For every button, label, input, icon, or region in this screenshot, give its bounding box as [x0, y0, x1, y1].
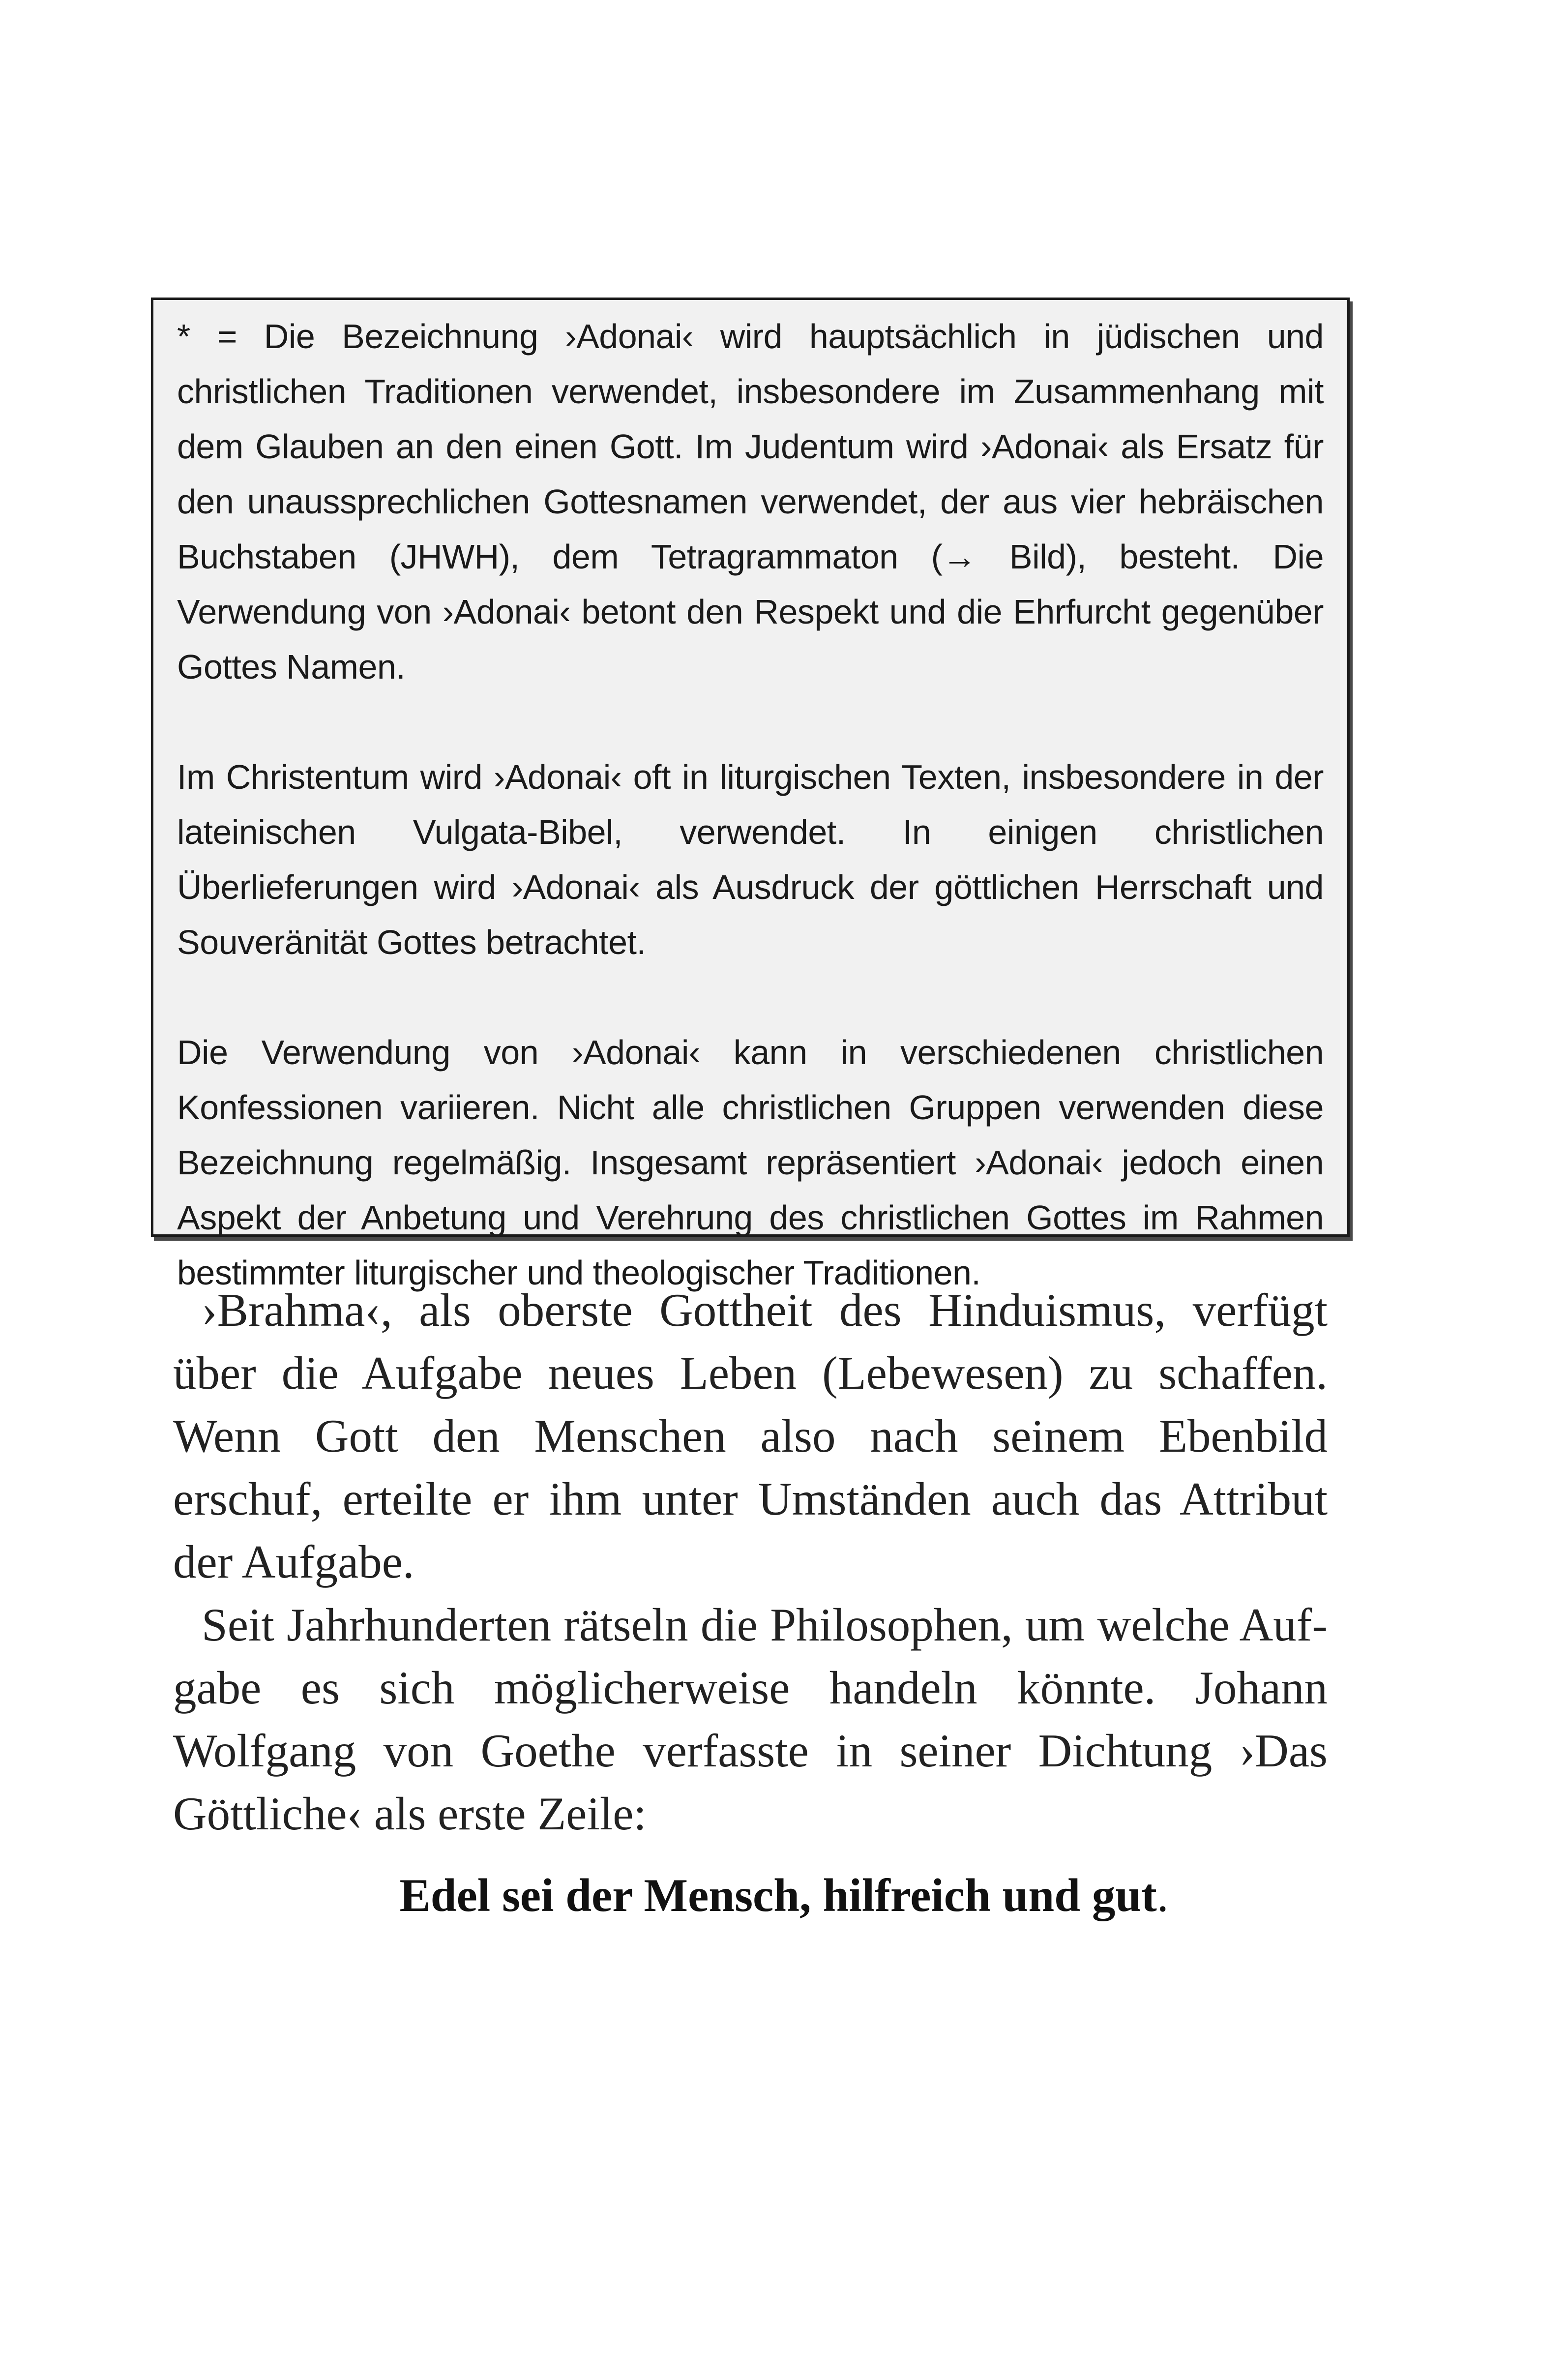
- footnote-box: [151, 298, 1350, 1292]
- body-paragraph-1: ›Brahma‹, als oberste Gottheit des Hinduismus, verfügt über die Aufgabe neues Leben (Lebewesen) zu schaffen. Wenn Gott den Menschen also nach seinem Ebenbild erschuf, erteilte er ihm unter Umständen auch das Attribut der Aufgabe.: [173, 1284, 1328, 1588]
- footnote-paragraph-3: Die Verwendung von ›Adonai‹ kann in verschiedenen christlichen Konfessionen variieren. Nicht alle christlichen Gruppen verwenden diese Bezeichnung regelmäßig. Insgesamt repräsentiert ›Adonai‹ jedoch einen Aspekt der Anbetung und Verehrung des christlichen Gottes im Rahmen bestimmter liturgischer und theologischer Traditionen.: [177, 1033, 1324, 1292]
- footnote-paragraph-1: * = Die Bezeichnung ›Adonai‹ wird hauptsächlich in jüdischen und christlichen Traditionen verwendet, insbesondere im Zusammenhang mit dem Glauben an den einen Gott. Im Judentum wird ›Adonai‹ als Ersatz für den unaussprechlichen Gottesnamen verwendet, der aus vier hebräischen Buchstaben (JHWH), dem Tetragrammaton (→ Bild), besteht. Die Verwendung von ›Adonai‹ betont den Respekt und die Ehrfurcht gegenüber Gottes Namen.: [177, 317, 1324, 686]
- goethe-quote-text: Edel sei der Mensch, hilfreich und gut: [399, 1869, 1157, 1921]
- body-paragraph-2: Seit Jahrhunderten rätseln die Philosophen, um welche Aufgabe es sich möglicherweise handeln könnte. Johann Wolfgang von Goethe verfasste in seiner Dichtung ›Das Göttliche‹ als erste Zeile:: [173, 1599, 1328, 1840]
- body-text: [173, 1279, 1328, 1845]
- footnote-paragraph-2: Im Christentum wird ›Adonai‹ oft in liturgischen Texten, insbesondere in der lateinischen Vulgata-Bibel, verwendet. In einigen christlichen Überlieferungen wird ›Adonai‹ als Ausdruck der göttlichen Herrschaft und Souveränität Gottes betrachtet.: [177, 758, 1324, 961]
- goethe-quote: [0, 1864, 1568, 1927]
- goethe-quote-period: .: [1156, 1869, 1169, 1921]
